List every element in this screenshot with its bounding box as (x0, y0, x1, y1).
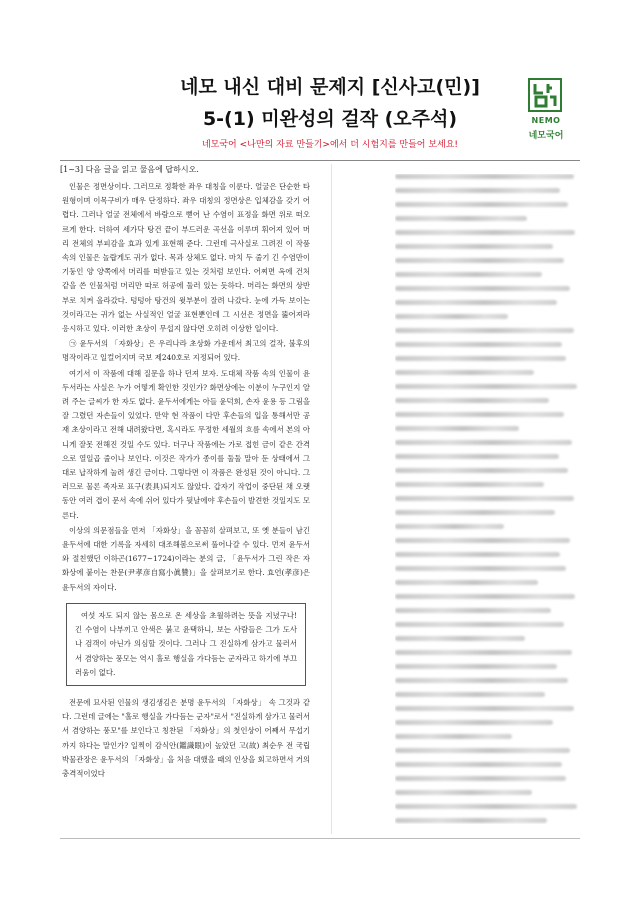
blurred-line (395, 580, 538, 585)
blurred-line (395, 650, 572, 655)
page-subtitle: 5-(1) 미완성의 걸작 (오주석) (202, 108, 458, 130)
blurred-line (395, 608, 551, 613)
column-divider (331, 164, 332, 834)
blurred-line (395, 468, 568, 473)
nemo-logo (524, 78, 568, 158)
blurred-line (395, 244, 553, 249)
blurred-line (395, 216, 527, 221)
passage-paragraph: 이상의 의문점들을 먼저 「자화상」을 꼼꼼히 살펴보고, 또 옛 분들이 남긴 윤두서에 대한 기록을 자세히 대조해봄으로써 풀어나갈 수 있다. 먼저 윤두서와 절친했던 이하곤(1677~1724)이라는 분의 글, 「윤두서가 그린 작은 자화상에 붙이는 찬문(尹孝彦自寫小眞贊)」을 살펴보기로 한다. 효언(孝彦)은 윤두서의 자이다. (62, 525, 310, 592)
passage-column (62, 180, 310, 781)
blurred-line (395, 258, 564, 263)
blurred-line (395, 412, 564, 417)
blurred-line (395, 342, 562, 347)
blurred-line (395, 510, 555, 515)
blurred-line (395, 272, 542, 277)
nemo-logo-mark-icon (528, 78, 562, 112)
blurred-line (395, 762, 562, 767)
blurred-line (395, 734, 512, 739)
blurred-line (395, 818, 547, 823)
blurred-line (395, 566, 566, 571)
blurred-line (395, 692, 545, 697)
blurred-line (395, 664, 557, 669)
passage-paragraph: ㉠ 윤두서의 「자화상」은 우리나라 초상화 가운데서 최고의 걸작, 불후의 명작이라고 일컬어지며 국보 제240호로 지정되어 있다. (62, 339, 310, 363)
blurred-line (395, 384, 577, 389)
question-instruction: [1~3] 다음 글을 읽고 물음에 답하시오. (60, 165, 199, 174)
quoted-text-box (66, 603, 306, 686)
blurred-line (395, 496, 574, 501)
blurred-line (395, 622, 564, 627)
blurred-line (395, 706, 574, 711)
blurred-line (395, 552, 560, 557)
logo-korean-text: 네모국어 (528, 131, 564, 141)
passage-paragraph: 인물은 정면상이다. 그러므로 정확한 좌우 대칭을 이룬다. 얼굴은 단순한 타원형이며 이목구비가 매우 단정하다. 좌우 대칭의 정면상은 입체감을 갖기 어렵다. 그러나 얼굴 전체에서 바람으로 뻗어 난 수염이 표정을 화면 위로 떠오르게 한다. 더하여 세가닥 탕건 끝이 부드러운 곡선을 이루며 휘어져 있어 머리 전체의 부피감을 효과 있게 표현해 준다. 그런데 극사실로 그려진 이 작품 속의 인물은 놀랍게도 귀가 없다. 목과 상체도 없다. 마치 두 줄기 긴 수염만이 기둥인 양 양쪽에서 머리를 떠받들고 있는 것처럼 보인다. 어찌면 옥에 건처 같을 쓴 인물처럼 머리만 따로 허공에 둘러 있는 듯하다. 머리는 화면의 상반부로 치켜 올라갔다. 텅텅아 탕건의 윗부분이 잘려 나갔다. 눈에 가득 보이는 것이라고는 귀가 없는 사실적인 얼굴 표현뿐인데 그 시선은 정면을 뚫어져라 응시하고 있다. 이러한 초상이 무섭지 않다면 오히려 이상한 일이다. (62, 182, 310, 334)
blurred-line (395, 678, 568, 683)
blurred-line (395, 482, 544, 487)
blurred-line (395, 454, 559, 459)
blurred-line (395, 398, 549, 403)
blurred-line (395, 538, 570, 543)
passage-paragraph: 전문에 묘사된 인물의 생김생김은 분명 윤두서의 「자화상」 속 그것과 같다. 그런데 글에는 "홀로 행실을 가다듬는 군자"로서 "진실하게 삼가고 물러서서 겸양하는 풍모"를 보인다고 칭찬된 「자화상」의 첫인상이 어째서 무섭기까지 하다는 말인가? 일찍이 감식안(鑑識眼)이 높았던 고(故) 최순우 전 국립 박물관장은 윤두서의 「자화상」을 처음 대했을 때의 인상을 회고하면서 거의 충격적이었다 (62, 697, 310, 778)
blurred-line (395, 720, 553, 725)
blurred-line (395, 790, 532, 795)
blurred-line (395, 174, 574, 179)
blurred-questions-column (395, 174, 583, 824)
passage-paragraph: 여기서 이 작품에 대해 질문을 하나 던져 보자. 도대체 작품 속의 인물이 윤두서라는 사실은 누가 어떻게 확인한 것인가? 화면상에는 이분이 누구인지 알려 주는 글씨가 한 자도 없다. 윤두서에게는 아들 윤덕희, 손자 윤용 등 그림을 잘 그렸던 자손들이 있었다. 만약 현 작품이 다만 후손들의 입을 통해서만 공재 초상이라고 전해 내려왔다면, 혹시라도 무정한 세월의 흐름 속에서 본의 아니게 잘못 전해진 것일 수도 있다. 더구나 작품에는 가로 접힌 금이 같은 간격으로 열일곱 줄이나 보인다. 이것은 작가가 종이를 둘둘 말아 둔 상태에서 그대로 납작하게 눌려 생긴 금이다. 그렇다면 이 작품은 완성된 것이 아니다. 그러므로 물론 족자로 표구(表具)되지도 않았다. 갑자기 작업이 중단된 채 오랫동안 여러 겹이 문서 속에 쉬어 있다가 뒷날에야 후손들이 발견한 것일지도 모른다. (62, 368, 310, 520)
blurred-line (395, 286, 570, 291)
blurred-line (395, 524, 504, 529)
blurred-line (395, 776, 566, 781)
blurred-line (395, 748, 570, 753)
quoted-text: 여섯 자도 되지 않는 몸으로 온 세상을 초월하려는 뜻을 지녔구나! 긴 수염이 나부끼고 안색은 붉고 윤택하니, 보는 사람들은 그가 도사나 검객이 아닌가 의심할 것이다. 그러나 그 진실하게 삼가고 물러서서 겸양하는 풍모는 역시 홀로 행실을 가다듬는 군자라고 하기에 부끄러움이 없다. (75, 610, 297, 677)
blurred-line (395, 314, 508, 319)
blurred-line (395, 426, 519, 431)
blurred-line (395, 440, 572, 445)
blurred-line (395, 188, 560, 193)
blurred-line (395, 328, 574, 333)
blurred-line (395, 202, 568, 207)
blurred-line (395, 594, 575, 599)
footer-divider (60, 838, 580, 839)
blurred-line (395, 370, 534, 375)
blurred-line (395, 300, 557, 305)
blurred-line (395, 356, 566, 361)
blurred-line (395, 636, 525, 641)
blurred-line (395, 804, 577, 809)
blurred-line (395, 230, 575, 235)
promo-text: 네모국어 <나만의 자료 만들기>에서 더 시험지를 만들어 보세요! (201, 140, 459, 150)
page-title: 네모 내신 대비 문제지 [신사고(민)] (180, 76, 480, 98)
header-divider (60, 160, 580, 161)
logo-english-text: NEMO (531, 116, 561, 125)
